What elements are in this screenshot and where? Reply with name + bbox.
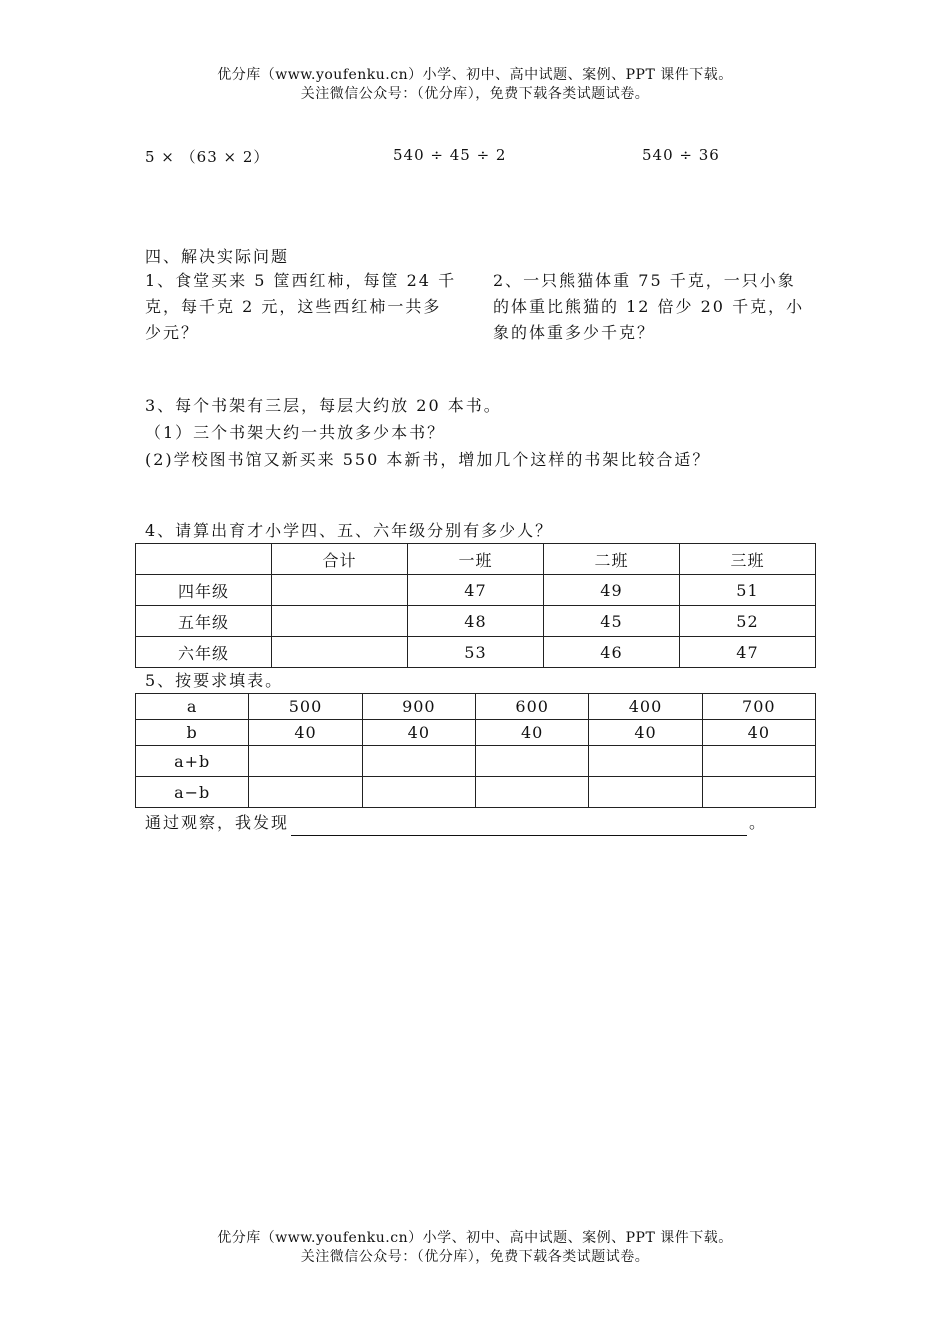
header-line-2: 关注微信公众号：（优分库），免费下载各类试题试卷。 — [300, 86, 650, 102]
table-cell: a+b — [136, 746, 249, 777]
table-cell: a — [136, 694, 249, 720]
question-1-line: 1、食堂买来 5 筐西红柿，每筐 24 千 — [145, 271, 457, 290]
question-2 — [493, 268, 804, 346]
table-cell: 52 — [679, 606, 815, 637]
question-1-line: 少元？ — [145, 323, 200, 342]
question-3-line: 3、每个书架有三层，每层大约放 20 本书。 — [145, 396, 502, 415]
answer-cell[interactable] — [589, 777, 702, 808]
table-cell: 40 — [589, 720, 702, 746]
question-3-line: （1）三个书架大约一共放多少本书？ — [145, 423, 446, 442]
answer-cell[interactable] — [476, 777, 589, 808]
table-cell: 六年级 — [136, 637, 272, 668]
table-cell: 四年级 — [136, 575, 272, 606]
total-input-cell[interactable] — [271, 606, 407, 637]
answer-cell[interactable] — [476, 746, 589, 777]
table-cell: 53 — [407, 637, 543, 668]
page-footer — [0, 1229, 950, 1267]
table-header-cell: 合计 — [271, 544, 407, 575]
table-cell: 400 — [589, 694, 702, 720]
answer-cell[interactable] — [249, 746, 362, 777]
total-input-cell[interactable] — [271, 637, 407, 668]
observation-line — [145, 810, 767, 836]
question-2-line: 象的体重多少千克？ — [493, 323, 656, 342]
table-row — [136, 777, 816, 808]
answer-cell[interactable] — [362, 746, 475, 777]
answer-cell[interactable] — [702, 746, 815, 777]
question-3-line: (2)学校图书馆又新买来 550 本新书，增加几个这样的书架比较合适？ — [145, 450, 711, 469]
table-header-cell: 一班 — [407, 544, 543, 575]
table-cell: 500 — [249, 694, 362, 720]
table-cell: 40 — [702, 720, 815, 746]
header-line-1: 优分库（www.youfenku.cn）小学、初中、高中试题、案例、PPT 课件下载。 — [217, 67, 733, 83]
table-cell: a−b — [136, 777, 249, 808]
table-row — [136, 575, 816, 606]
table-cell: 48 — [407, 606, 543, 637]
question-4-title: 4、请算出育才小学四、五、六年级分别有多少人？ — [145, 521, 554, 540]
total-input-cell[interactable] — [271, 575, 407, 606]
table-row — [136, 746, 816, 777]
answer-cell[interactable] — [362, 777, 475, 808]
question-2-line: 的体重比熊猫的 12 倍少 20 千克，小 — [493, 297, 805, 316]
table-cell: 600 — [476, 694, 589, 720]
table-cell: 45 — [543, 606, 679, 637]
answer-cell[interactable] — [589, 746, 702, 777]
table-cell: 900 — [362, 694, 475, 720]
table-row — [136, 637, 816, 668]
answer-cell[interactable] — [249, 777, 362, 808]
question-1 — [145, 268, 456, 346]
question-3 — [145, 392, 710, 473]
answer-cell[interactable] — [702, 777, 815, 808]
table-cell: b — [136, 720, 249, 746]
expression-1: 5 × （63 × 2） — [145, 148, 270, 166]
observation-prefix: 通过观察，我发现 — [145, 813, 290, 832]
table-row — [136, 606, 816, 637]
table-header-cell: 二班 — [543, 544, 679, 575]
table-header-cell — [136, 544, 272, 575]
expression-3: 540 ÷ 36 — [642, 146, 720, 164]
table-cell: 47 — [407, 575, 543, 606]
section-title: 四、解决实际问题 — [145, 247, 290, 266]
footer-line-1: 优分库（www.youfenku.cn）小学、初中、高中试题、案例、PPT 课件下载。 — [217, 1230, 733, 1246]
table-cell: 40 — [476, 720, 589, 746]
question-5-title: 5、按要求填表。 — [145, 671, 284, 690]
table-cell: 五年级 — [136, 606, 272, 637]
question-1-line: 克，每千克 2 元，这些西红柿一共多 — [145, 297, 442, 316]
question-2-line: 2、一只熊猫体重 75 千克，一只小象 — [493, 271, 796, 290]
page-header — [0, 66, 950, 104]
observation-suffix: 。 — [749, 813, 768, 832]
table-cell: 40 — [249, 720, 362, 746]
table-cell: 51 — [679, 575, 815, 606]
table-cell: 47 — [679, 637, 815, 668]
table-cell: 46 — [543, 637, 679, 668]
table-row — [136, 694, 816, 720]
footer-line-2: 关注微信公众号：（优分库），免费下载各类试题试卷。 — [300, 1249, 650, 1265]
table-cell: 700 — [702, 694, 815, 720]
table-header-cell: 三班 — [679, 544, 815, 575]
observation-blank[interactable] — [291, 817, 747, 836]
table-cell: 40 — [362, 720, 475, 746]
table-row — [136, 720, 816, 746]
expression-2: 540 ÷ 45 ÷ 2 — [393, 146, 507, 164]
fill-table — [135, 693, 816, 808]
table-cell: 49 — [543, 575, 679, 606]
grade-table — [135, 543, 816, 668]
